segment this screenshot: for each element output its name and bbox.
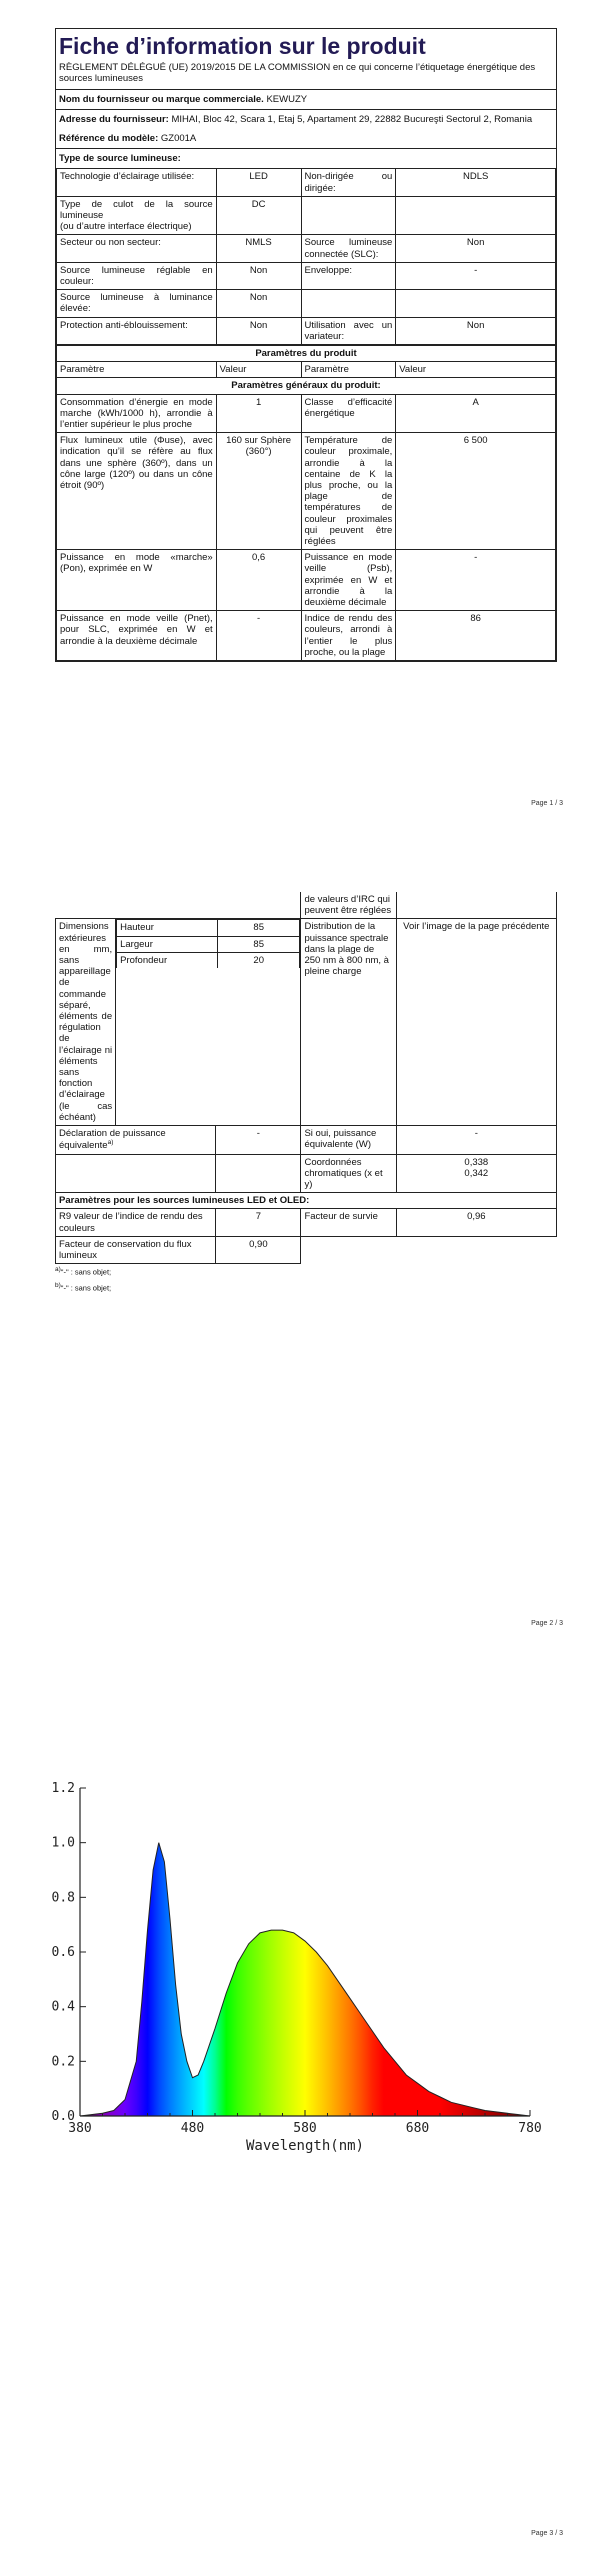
supplier-value: KEWUZY bbox=[266, 93, 308, 105]
spectral-label: Distribution de la puissance spectrale dans la plage de 250 nm à 800 nm, à pleine charge bbox=[301, 919, 396, 1126]
param-header-1: Paramètre bbox=[57, 362, 217, 378]
light-source-type-heading: Type de source lumineuse: bbox=[56, 148, 556, 168]
page-number: Page 3 / 3 bbox=[531, 2530, 563, 2537]
type-label-2: Utilisation avec un variateur: bbox=[301, 317, 396, 344]
type-value-2 bbox=[396, 196, 556, 235]
page-number: Page 1 / 3 bbox=[531, 800, 563, 807]
y-tick-label: 1.0 bbox=[51, 1835, 75, 1851]
dimension-value: 85 bbox=[217, 920, 300, 936]
param-value: 1 bbox=[216, 394, 301, 433]
equivalent-power-w-label: Si oui, puissance équivalente (W) bbox=[301, 1126, 396, 1155]
model-row bbox=[56, 129, 556, 148]
params-table bbox=[56, 345, 556, 661]
type-label-2 bbox=[301, 196, 396, 235]
y-tick-label: 0.0 bbox=[51, 2109, 75, 2124]
dimension-row bbox=[117, 936, 300, 952]
param-label-2: Température de couleur proximale, arrondie à la centaine de K la plus proche, ou la plage de températures de couleur proximales qui peuvent être réglées bbox=[301, 433, 396, 550]
type-label: Secteur ou non secteur: bbox=[57, 235, 217, 262]
type-label: Type de culot de la source lumineuse (ou d’autre interface électrique) bbox=[57, 196, 217, 235]
type-value-2: NDLS bbox=[396, 169, 556, 196]
page-title: Fiche d’information sur le produit bbox=[59, 33, 426, 59]
general_rows-row bbox=[57, 611, 556, 661]
type-value: Non bbox=[216, 262, 301, 289]
dimensions-label: Dimensions extérieures en mm, sans appareillage de commande séparé, éléments de régulation de l’éclairage ni éléments sans fonction d’éclairage (le cas échéant) bbox=[56, 919, 116, 1126]
spectral-chart-svg bbox=[40, 1776, 560, 2176]
model-label: Référence du modèle: bbox=[59, 132, 159, 144]
type-value-2: Non bbox=[396, 235, 556, 262]
chroma-y: 0,342 bbox=[464, 1167, 489, 1179]
type-label: Source lumineuse réglable en couleur: bbox=[57, 262, 217, 289]
general_rows-row bbox=[57, 550, 556, 611]
type-value: DC bbox=[216, 196, 301, 235]
flux-maintenance-label: Facteur de conservation du flux lumineux bbox=[56, 1236, 216, 1263]
y-tick-label: 0.4 bbox=[51, 1999, 75, 2015]
cri-range-continued: de valeurs d’IRC qui peuvent être réglées bbox=[301, 892, 396, 919]
y-tick-label: 0.6 bbox=[51, 1945, 75, 1960]
type_rows-row bbox=[57, 290, 556, 317]
y-tick-label: 1.2 bbox=[51, 1781, 75, 1796]
page-number: Page 2 / 3 bbox=[531, 1620, 563, 1627]
params-continued bbox=[55, 892, 557, 1295]
param-value-2: - bbox=[396, 550, 556, 611]
r9-label: R9 valeur de l’indice de rendu des couleurs bbox=[56, 1209, 216, 1236]
param-label: Consommation d’énergie en mode marche (kWh/1000 h), arrondie à l’entier supérieur le plus proche bbox=[57, 394, 217, 433]
equivalent-power-label: Déclaration de puissance équivalente bbox=[59, 1128, 166, 1152]
type-label-2 bbox=[301, 290, 396, 317]
type-value: LED bbox=[216, 169, 301, 196]
x-tick-label: 680 bbox=[405, 2121, 430, 2136]
general-params-heading: Paramètres généraux du produit: bbox=[57, 378, 556, 394]
general_rows-row bbox=[57, 394, 556, 433]
equivalent-power-value: - bbox=[216, 1126, 301, 1155]
led-params-heading: Paramètres pour les sources lumineuses LED et OLED: bbox=[56, 1193, 557, 1209]
x-tick-label: 380 bbox=[68, 2121, 92, 2136]
supplier-row bbox=[56, 89, 556, 109]
page-2 bbox=[0, 830, 603, 1660]
param-value: - bbox=[216, 611, 301, 661]
spectral-value: Voir l’image de la page précédente bbox=[396, 919, 556, 1126]
chroma-x: 0,338 bbox=[464, 1156, 489, 1168]
y-tick-label: 0.2 bbox=[51, 2054, 75, 2070]
param-label-2: Classe d’efficacité énergétique bbox=[301, 394, 396, 433]
y-tick-label: 0.8 bbox=[51, 1890, 75, 1906]
dimension-value: 85 bbox=[217, 936, 300, 952]
chroma-label: Coordonnées chromatiques (x et y) bbox=[301, 1154, 396, 1193]
dimension-name: Hauteur bbox=[117, 920, 218, 936]
type-value: Non bbox=[216, 290, 301, 317]
param-label: Flux lumineux utile (Φuse), avec indication qu’il se réfère au flux dans une sphère (360º), dans un cône large (120º) ou dans un cône étroit (90º) bbox=[57, 433, 217, 550]
type-label-2: Enveloppe: bbox=[301, 262, 396, 289]
type-label: Source lumineuse à luminance élevée: bbox=[57, 290, 217, 317]
type-table bbox=[56, 168, 556, 345]
param-label: Puissance en mode «marche» (Pon), exprimée en W bbox=[57, 550, 217, 611]
dimension-row bbox=[117, 920, 300, 936]
param-value: 0,6 bbox=[216, 550, 301, 611]
type_rows-row bbox=[57, 235, 556, 262]
type-label-2: Source lumineuse connectée (SLC): bbox=[301, 235, 396, 262]
type-label: Technologie d’éclairage utilisée: bbox=[57, 169, 217, 196]
x-tick-label: 480 bbox=[180, 2121, 205, 2136]
survival-label: Facteur de survie bbox=[301, 1209, 396, 1236]
general_rows-row bbox=[57, 433, 556, 550]
type-value: Non bbox=[216, 317, 301, 344]
param-value-2: 86 bbox=[396, 611, 556, 661]
regulation-text: RÈGLEMENT DÉLÉGUÉ (UE) 2019/2015 DE LA COMMISSION en ce qui concerne l’étiquetage énergétique des sources lumineuses bbox=[59, 62, 536, 85]
param-header-2: Valeur bbox=[216, 362, 301, 378]
type-label: Protection anti-éblouissement: bbox=[57, 317, 217, 344]
address-value: MIHAI, Bloc 42, Scara 1, Etaj 5, Apartament 29, 22882 Bucureşti Sectorul 2, Romania bbox=[171, 113, 533, 125]
r9-value: 7 bbox=[216, 1209, 301, 1236]
footnote-b: $^{b)}$"-" : sans objet; bbox=[55, 1281, 112, 1293]
type-value: NMLS bbox=[216, 235, 301, 262]
param-value: 160 sur Sphère (360°) bbox=[216, 433, 301, 550]
param-header-4: Valeur bbox=[396, 362, 556, 378]
model-value: GZ001A bbox=[160, 132, 197, 144]
param-value-2: 6 500 bbox=[396, 433, 556, 550]
flux-maintenance-value: 0,90 bbox=[216, 1236, 301, 1263]
footnote-a: $^{a)}$"-" : sans objet; bbox=[55, 1266, 112, 1277]
params-heading: Paramètres du produit bbox=[57, 345, 556, 361]
address-label: Adresse du fournisseur: bbox=[59, 113, 169, 125]
x-axis-label: Wavelength(nm) bbox=[245, 2138, 365, 2154]
equivalent-power-w-value: - bbox=[396, 1126, 556, 1155]
dimension-value: 20 bbox=[217, 952, 300, 968]
dimension-name: Largeur bbox=[117, 936, 218, 952]
type_rows-row bbox=[57, 262, 556, 289]
address-row bbox=[56, 109, 556, 129]
type_rows-row bbox=[57, 169, 556, 196]
type-label-2: Non-dirigée ou dirigée: bbox=[301, 169, 396, 196]
dimension-name: Profondeur bbox=[117, 952, 218, 968]
param-header-3: Paramètre bbox=[301, 362, 396, 378]
supplier-label: Nom du fournisseur ou marque commerciale. bbox=[59, 93, 264, 105]
param-label: Puissance en mode veille (Pnet), pour SLC, exprimée en W et arrondie à la deuxième décimale bbox=[57, 611, 217, 661]
type-value-2: Non bbox=[396, 317, 556, 344]
type-value-2: - bbox=[396, 262, 556, 289]
param-label-2: Indice de rendu des couleurs, arrondi à l’entier le plus proche, ou la plage bbox=[301, 611, 396, 661]
survival-value: 0,96 bbox=[396, 1209, 556, 1236]
spectral-chart bbox=[40, 1776, 560, 2176]
spectrum-area bbox=[80, 1843, 530, 2116]
type_rows-row bbox=[57, 317, 556, 344]
page-3 bbox=[0, 1660, 603, 2560]
x-tick-label: 580 bbox=[293, 2121, 317, 2136]
dimensions-table bbox=[116, 919, 300, 968]
param-value-2: A bbox=[396, 394, 556, 433]
page-1 bbox=[0, 0, 603, 830]
x-tick-label: 780 bbox=[518, 2121, 542, 2136]
product-info-sheet bbox=[55, 28, 557, 662]
param-label-2: Puissance en mode veille (Psb), exprimée en W et arrondie à la deuxième décimale bbox=[301, 550, 396, 611]
type_rows-row bbox=[57, 196, 556, 235]
dimension-row bbox=[117, 952, 300, 968]
params-table-continued: de valeurs d’IRC qui peuvent être réglées Dimensions extérieures en mm, sans appareillage de commande séparé, éléments de régulation de l’éclairage ni éléments sans fonction d’éclairage (le cas échéant) Hauteur 85 Largeur 85 Profondeur 20 Distribution de la puissance spectrale dans la plage de 250 nm à 800 nm, à pleine charge Voir l’image de la page précédente Déclaration de puissance équivalente$^{a)}$ - Si oui, puissance équivalente (W) - Coordonnées chromatiques (x et y) 0,338 0,342 Paramètres pour les sources lumineuses LED et OLED: R9 valeur de l’indice de rendu des couleurs 7 Facteur de survie 0,96 Facteur de conservation du flux lumineux 0,90 bbox=[55, 892, 557, 1264]
type-value-2 bbox=[396, 290, 556, 317]
